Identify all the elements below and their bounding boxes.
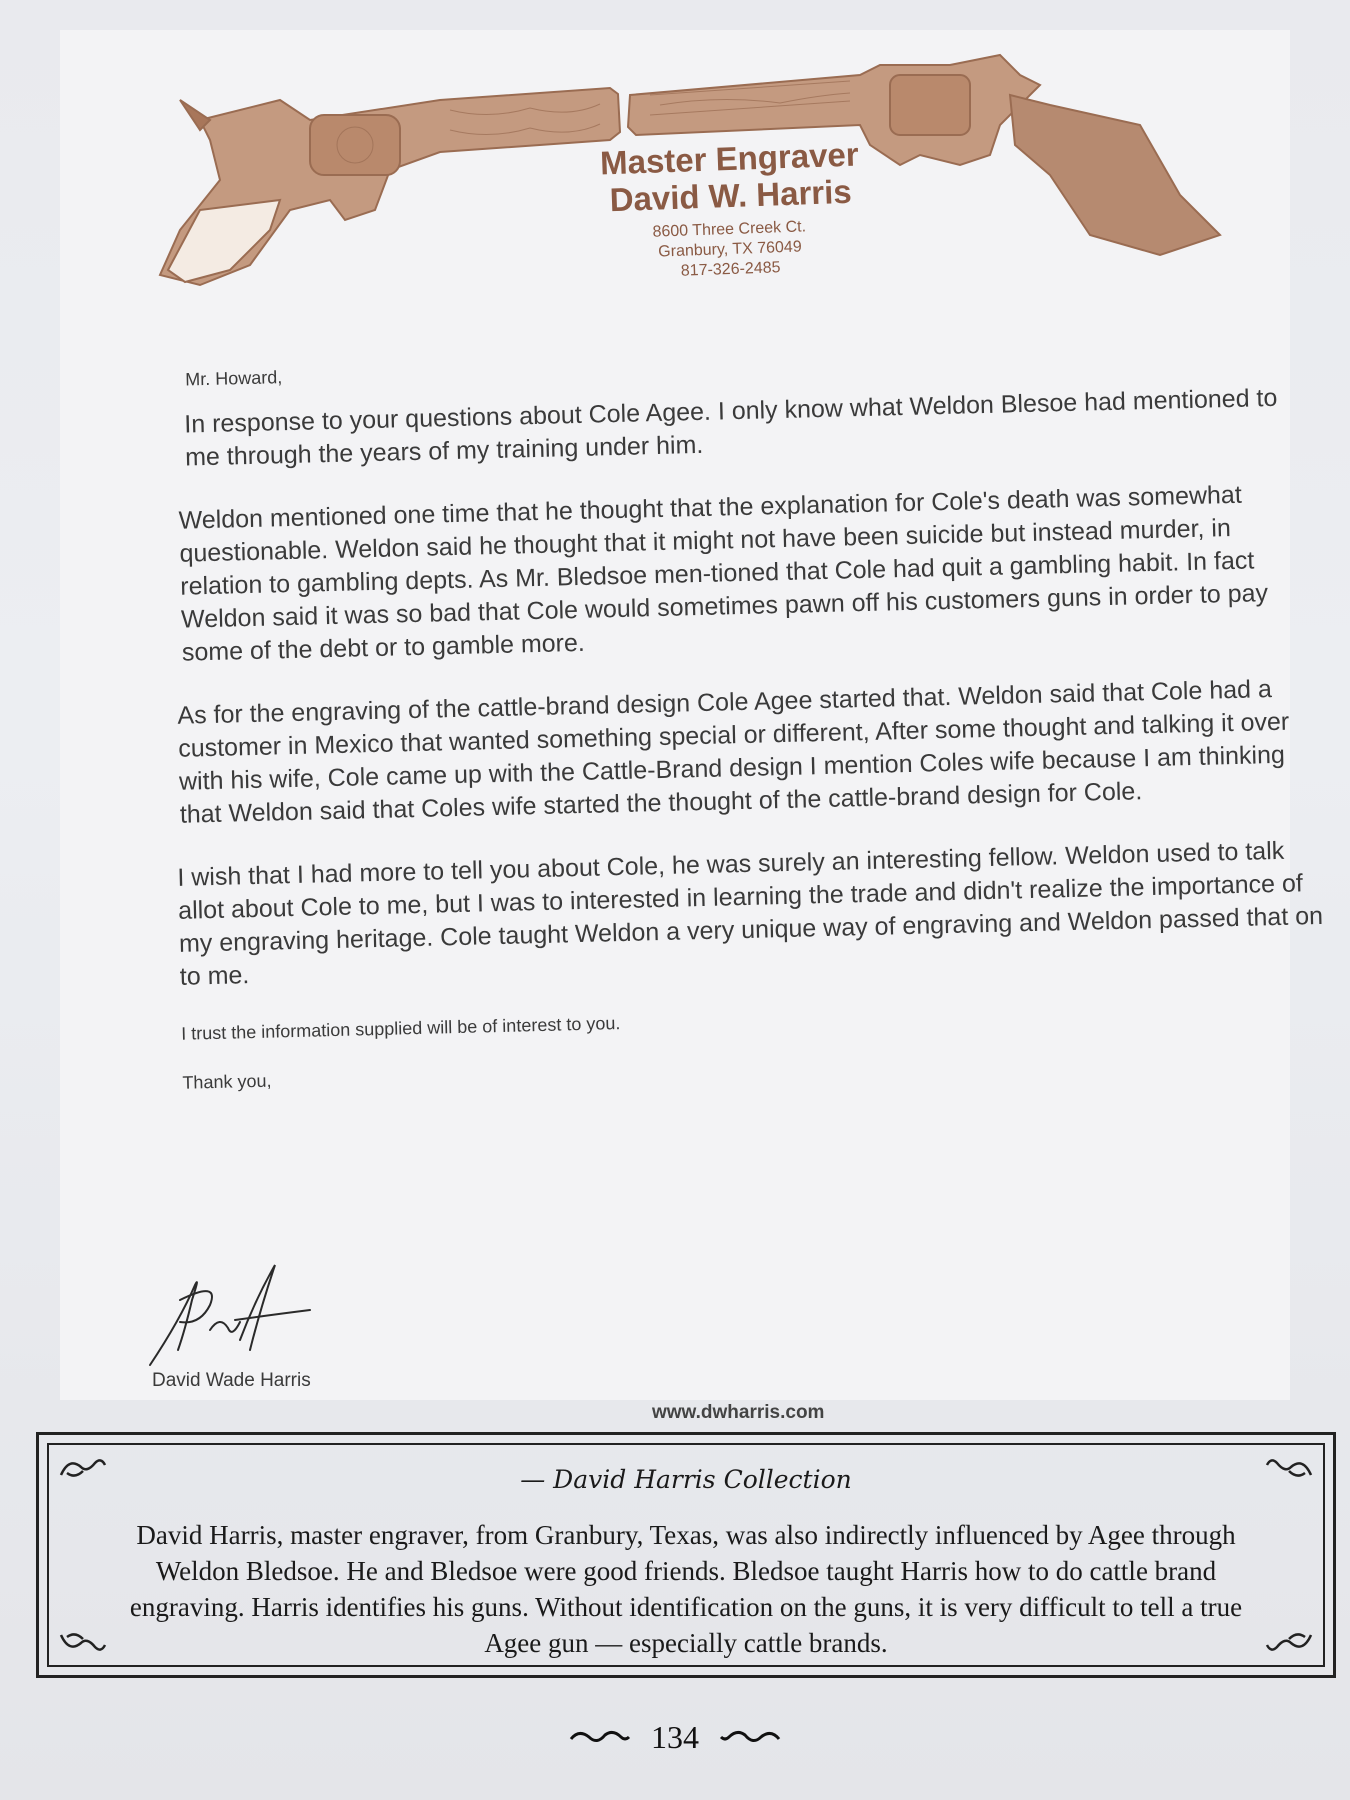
letter-sheet [60, 30, 1324, 1423]
page-footer [0, 1716, 1350, 1756]
letter-paragraph-4: I wish that I had more to tell you about Cole, he was surely an interesting fellow. Weldon used to talk allot about Cole to me, but I was to interested in learning the trade and didn't realize the importance of my engraving heritage. Cole taught Weldon a very unique way of engraving and Weldon passed that on to me. [177, 836, 1324, 991]
phone-number: 817-326-2485 [680, 259, 781, 280]
letter-body [165, 342, 1332, 1094]
letterhead-address [559, 214, 901, 286]
letterhead-title [519, 133, 941, 222]
caption-inner-border [47, 1443, 1325, 1667]
corner-flourish-icon [57, 1627, 109, 1657]
page-flourish-icon [569, 1727, 631, 1749]
letter-paragraph-1: In response to your questions about Cole Agee. I only know what Weldon Blesoe had mentioned to me through the years of my training under him. [183, 383, 1278, 472]
salutation: Mr. Howard, [184, 367, 283, 390]
page-flourish-icon [719, 1727, 781, 1749]
caption-box [36, 1432, 1336, 1678]
letterhead [60, 30, 1290, 320]
letterhead-title-line2: David W. Harris [609, 172, 853, 219]
caption-title: — David Harris Collection [520, 1465, 852, 1494]
address-line2: Granbury, TX 76049 [657, 238, 802, 261]
website-link[interactable]: www.dwharris.com [652, 1402, 825, 1423]
corner-flourish-icon [1263, 1627, 1315, 1657]
signer-name: David Wade Harris [152, 1370, 311, 1391]
letter-paragraph-3: As for the engraving of the cattle-brand design Cole Agee started that. Weldon said that Cole had a customer in Mexico that wanted something special or different, After some thought and talking it over with his wife, Cole came up with the Cattle-Brand design I mention Coles wife because I am thinking that Weldon said that Coles wife started the thought of the cattle-brand design for Cole. [177, 675, 1290, 829]
signature-image [140, 1260, 320, 1370]
letter-paragraph-2: Weldon mentioned one time that he thought that the explanation for Cole's death was somewhat questionable. Weldon said he thought that it might not have been suicide but instead murder, in relation to gambling depts. As Mr. Bledsoe men-tioned that Cole had quit a gambling habit. In fact Weldon said it was so bad that Cole would sometimes pawn off his customers guns in order to pay some of the debt or to gamble more. [178, 480, 1269, 667]
closing-note: I trust the information supplied will be of interest to you. [180, 1013, 621, 1044]
sign-off: Thank you, [182, 1070, 272, 1093]
caption-body: David Harris, master engraver, from Granbury, Texas, was also indirectly influenced by Agee through Weldon Bledsoe. He and Bledsoe were good friends. Bledsoe taught Harris how to do cattle brand engraving. Harris identifies his guns. Without identification on the guns, it is very difficult to tell a true Agee gun — especially cattle brands. [129, 1520, 1243, 1658]
letterhead-title-line1: Master Engraver [599, 135, 860, 182]
page-number: 134 [651, 1719, 699, 1756]
address-line1: 8600 Three Creek Ct. [652, 218, 807, 241]
